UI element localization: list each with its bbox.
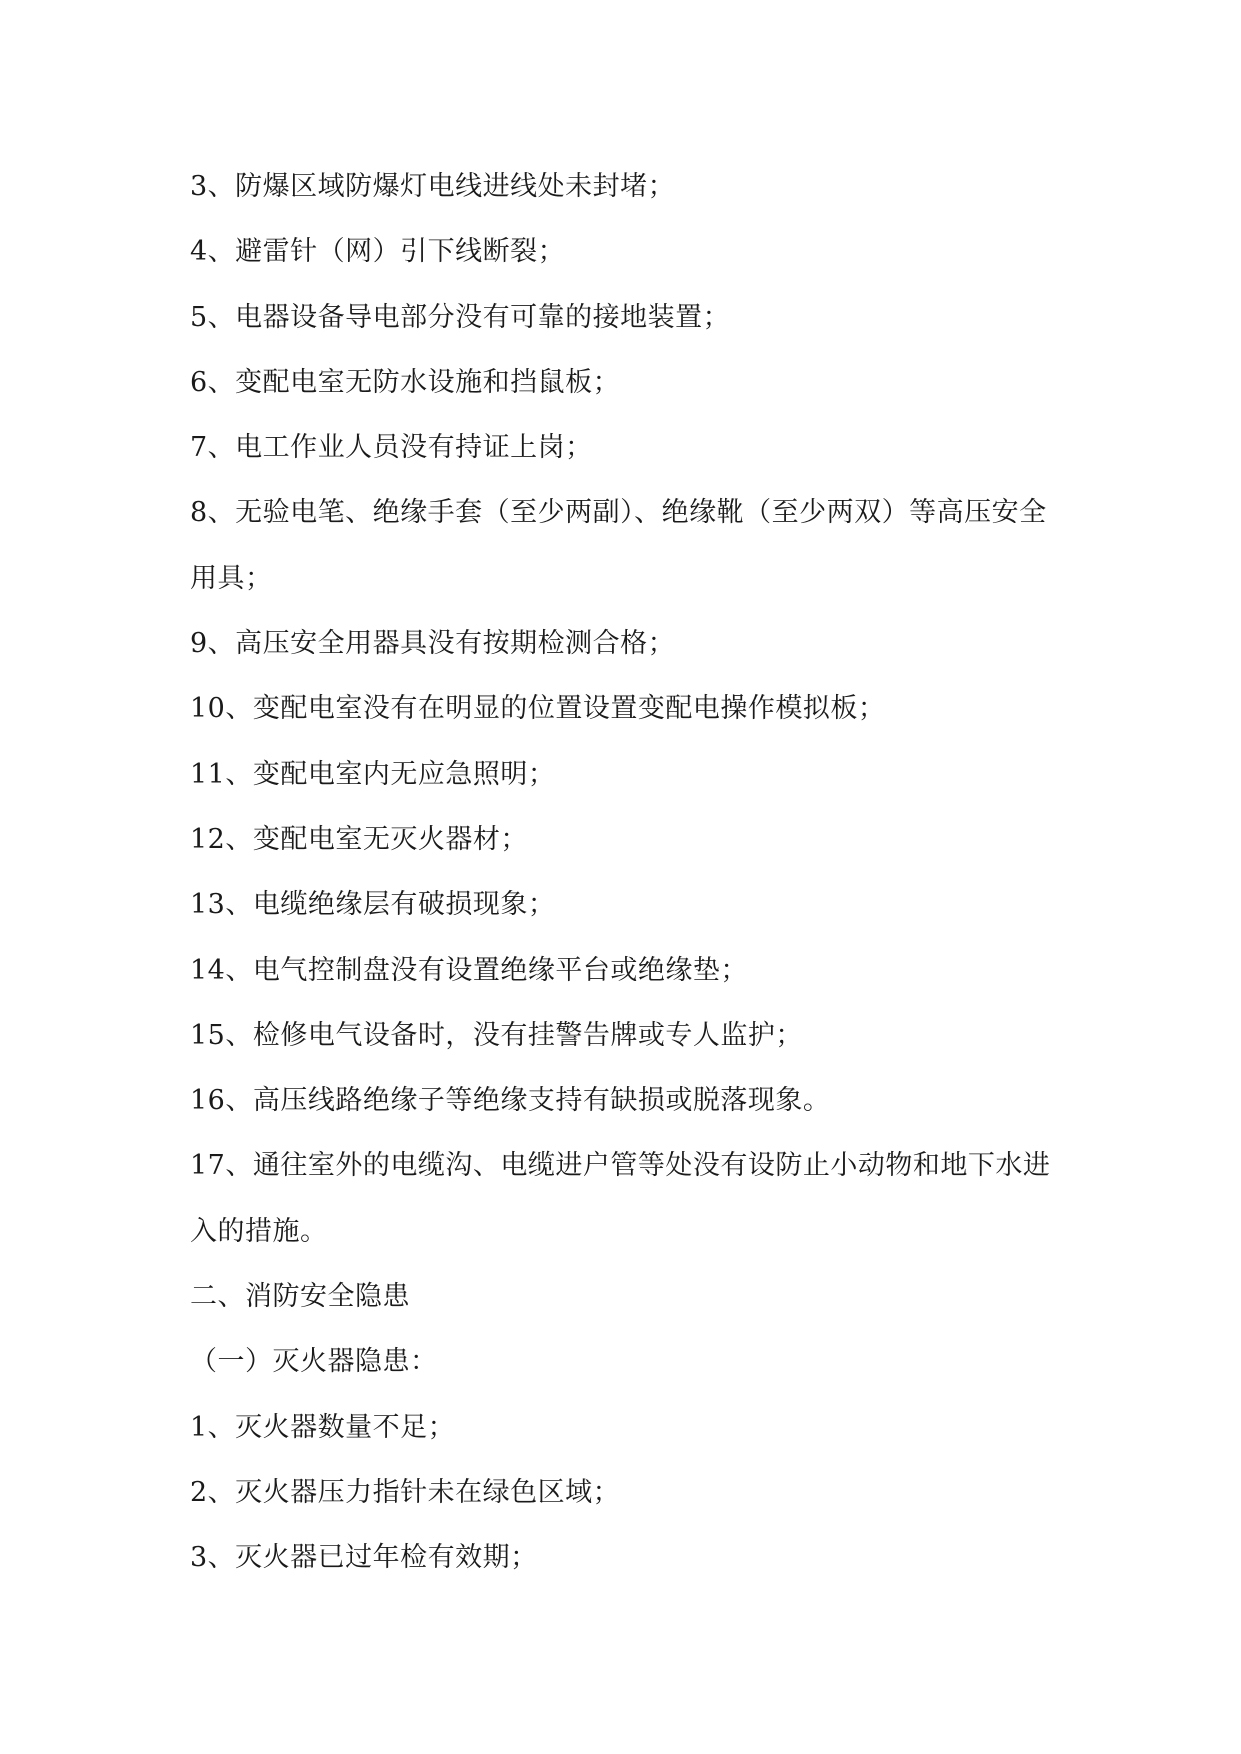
list-item: 13、电缆绝缘层有破损现象； bbox=[190, 889, 556, 921]
list-item: 4、避雷针（网）引下线断裂； bbox=[190, 236, 566, 268]
list-item: 8、无验电笔、绝缘手套（至少两副）、绝缘靴（至少两双）等高压安全用具； bbox=[190, 497, 1047, 594]
list-item: 3、防爆区域防爆灯电线进线处未封堵； bbox=[190, 171, 676, 202]
list-item: 14、电气控制盘没有设置绝缘平台或绝缘垫； bbox=[190, 954, 748, 986]
list-item: 9、高压安全用器具没有按期检测合格； bbox=[190, 628, 676, 660]
list-item: 11、变配电室内无应急照明； bbox=[190, 758, 556, 790]
subsection-heading: （一）灭火器隐患： bbox=[190, 1346, 438, 1378]
list-item: 12、变配电室无灭火器材； bbox=[190, 823, 528, 855]
list-item: 16、高压线路绝缘子等绝缘支持有缺损或脱落现象。 bbox=[190, 1085, 831, 1117]
list-item: 7、电工作业人员没有持证上岗； bbox=[190, 432, 593, 464]
list-item: 17、通往室外的电缆沟、电缆进户管等处没有设防止小动物和地下水进入的措施。 bbox=[190, 1150, 1051, 1247]
list-item: 2、灭火器压力指针未在绿色区域； bbox=[190, 1476, 621, 1508]
list-item: 5、电器设备导电部分没有可靠的接地装置； bbox=[190, 301, 731, 333]
list-item: 6、变配电室无防水设施和挡鼠板； bbox=[190, 366, 621, 398]
list-item: 1、灭火器数量不足； bbox=[190, 1411, 456, 1443]
list-item: 3、灭火器已过年检有效期； bbox=[190, 1542, 538, 1574]
list-item: 10、变配电室没有在明显的位置设置变配电操作模拟板； bbox=[190, 693, 886, 725]
section-heading: 二、消防安全隐患 bbox=[190, 1281, 410, 1313]
list-item: 15、检修电气设备时，没有挂警告牌或专人监护； bbox=[190, 1019, 803, 1051]
document-body bbox=[190, 154, 1060, 1591]
